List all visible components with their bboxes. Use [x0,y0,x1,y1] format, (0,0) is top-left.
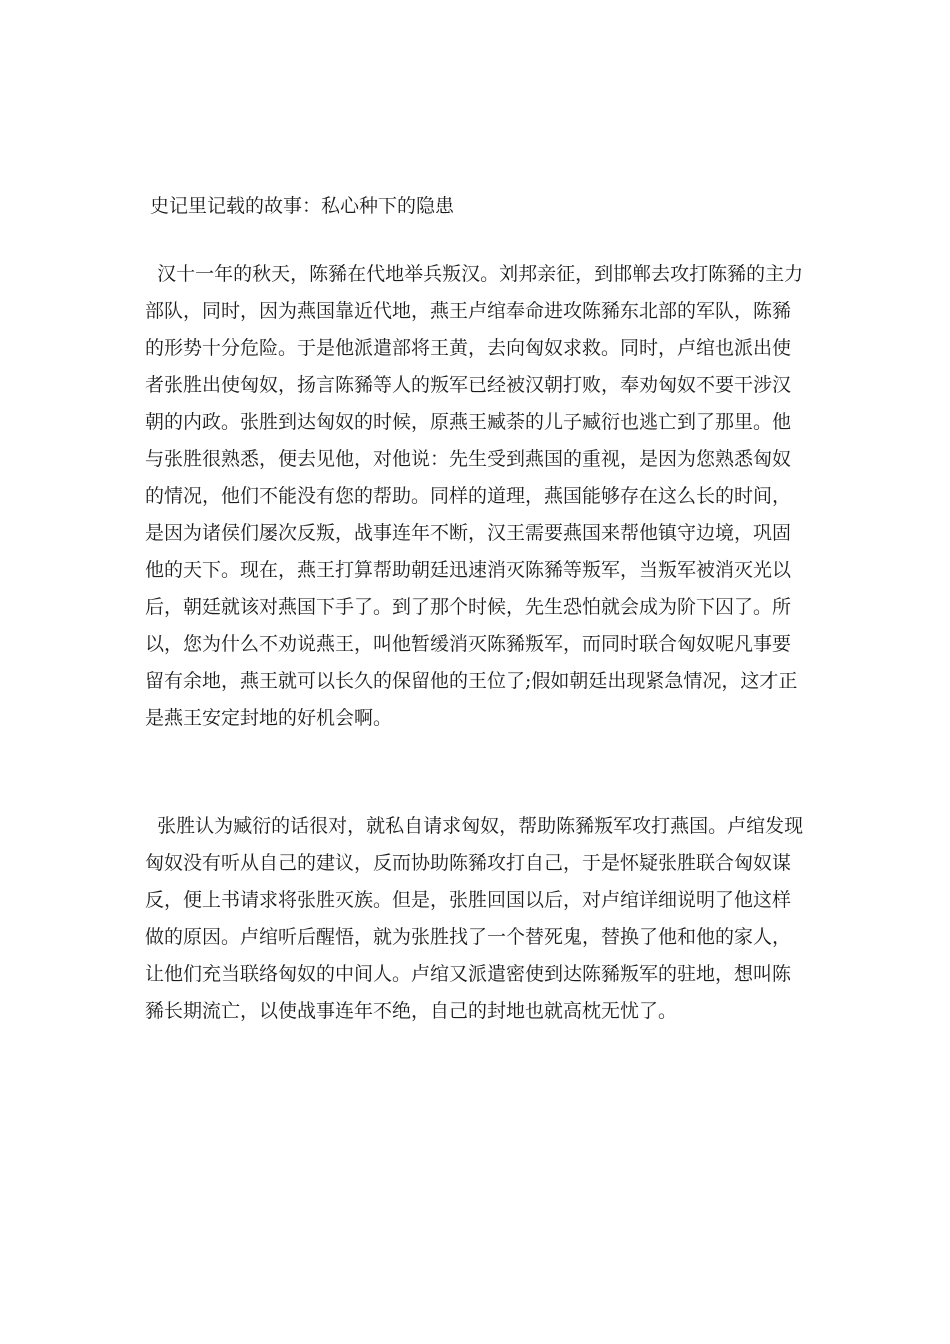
paragraph-line: 汉十一年的秋天，陈豨在代地举兵叛汉。刘邦亲征，到邯郸去攻打陈豨的主力 [145,263,804,285]
paragraph-line: 他的天下。现在，燕王打算帮助朝廷迅速消灭陈豨等叛军，当叛军被消灭光以 [145,559,792,581]
paragraph-line: 反，便上书请求将张胜灭族。但是，张胜回国以后，对卢绾详细说明了他这样 [145,889,792,911]
paragraph-line: 的情况，他们不能没有您的帮助。同样的道理，燕国能够存在这么长的时间， [145,485,792,507]
paragraph-line: 与张胜很熟悉，便去见他，对他说：先生受到燕国的重视，是因为您熟悉匈奴 [145,448,792,470]
paragraph-line: 豨长期流亡，以使战事连年不绝，自己的封地也就高枕无忧了。 [145,1000,678,1022]
paragraph-line: 匈奴没有听从自己的建议，反而协助陈豨攻打自己，于是怀疑张胜联合匈奴谋 [145,852,792,874]
paragraph-1 [145,256,810,737]
paragraph-line: 以，您为什么不劝说燕王，叫他暂缓消灭陈豨叛军，而同时联合匈奴呢凡事要 [145,633,792,655]
paragraph-line: 做的原因。卢绾听后醒悟，就为张胜找了一个替死鬼，替换了他和他的家人， [145,926,792,948]
document-title: 史记里记载的故事：私心种下的隐患 [150,195,455,217]
paragraph-line: 后，朝廷就该对燕国下手了。到了那个时候，先生恐怕就会成为阶下囚了。所 [145,596,792,618]
paragraph-line: 留有余地，燕王就可以长久的保留他的王位了;假如朝廷出现紧急情况，这才正 [145,670,798,692]
paragraph-line: 者张胜出使匈奴，扬言陈豨等人的叛军已经被汉朝打败，奉劝匈奴不要干涉汉 [145,374,792,396]
paragraph-line: 部队，同时，因为燕国靠近代地，燕王卢绾奉命进攻陈豨东北部的军队，陈豨 [145,300,792,322]
paragraph-line: 让他们充当联络匈奴的中间人。卢绾又派遣密使到达陈豨叛军的驻地，想叫陈 [145,963,792,985]
paragraph-line: 是因为诸侯们屡次反叛，战事连年不断，汉王需要燕国来帮他镇守边境，巩固 [145,522,792,544]
paragraph-line: 张胜认为臧衍的话很对，就私自请求匈奴，帮助陈豨叛军攻打燕国。卢绾发现 [145,815,804,837]
paragraph-line: 是燕王安定封地的好机会啊。 [145,707,393,729]
paragraph-2 [145,808,810,1030]
paragraph-line: 的形势十分危险。于是他派遣部将王黄，去向匈奴求救。同时，卢绾也派出使 [145,337,792,359]
paragraph-line: 朝的内政。张胜到达匈奴的时候，原燕王臧荼的儿子臧衍也逃亡到了那里。他 [145,411,792,433]
